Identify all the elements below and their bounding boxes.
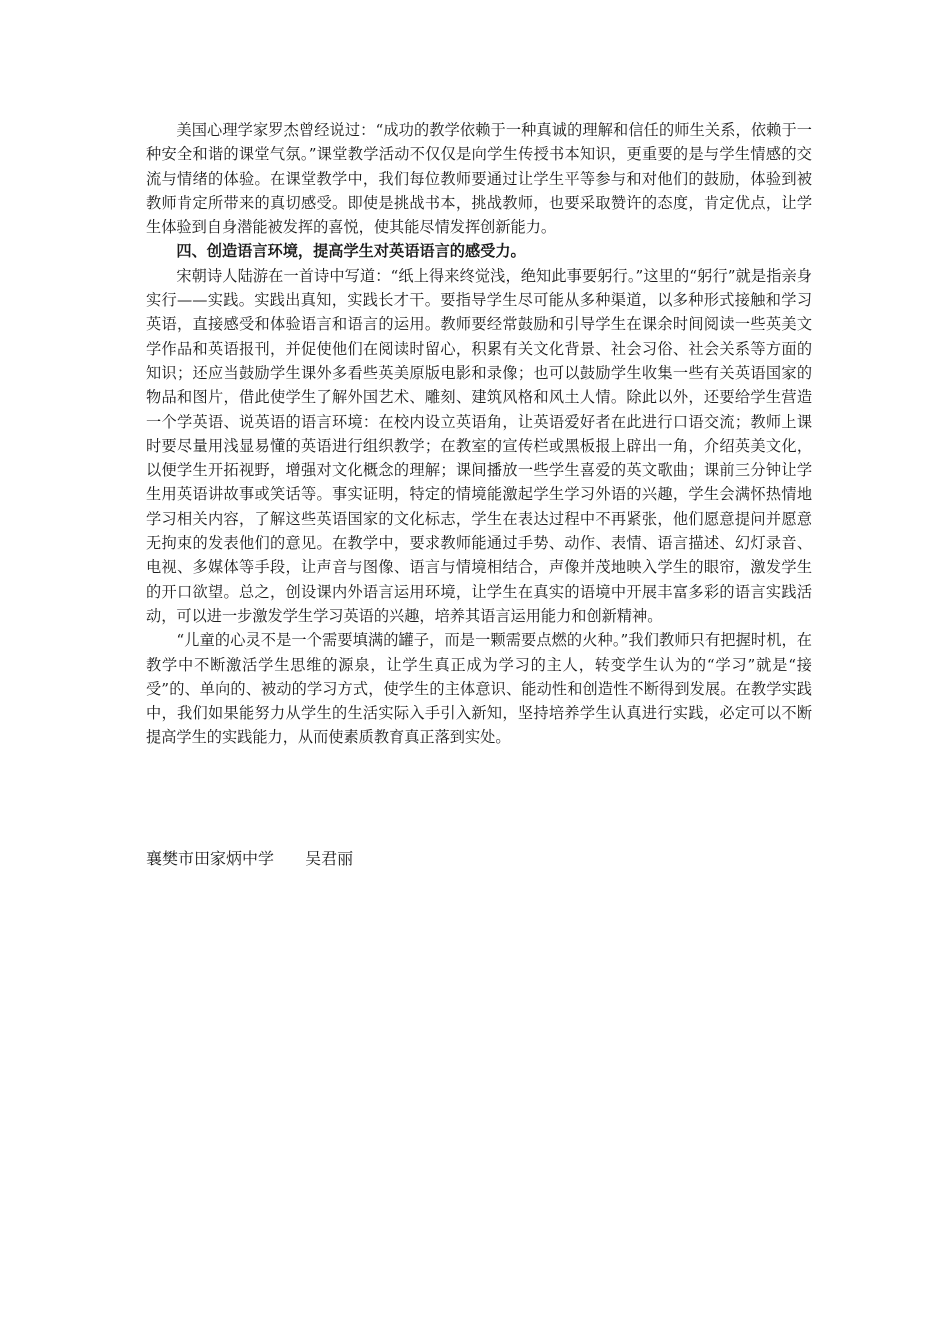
document-body xyxy=(146,118,812,750)
author-name: 吴君丽 xyxy=(305,849,354,868)
paragraph-language-environment: 宋朝诗人陆游在一首诗中写道：“纸上得来终觉浅，绝知此事要躬行。”这里的“躬行”就是指亲身实行——实践。实践出真知，实践长才干。要指导学生尽可能从多种渠道，以多种形式接触和学习英语，直接感受和体验语言和语言的运用。教师要经常鼓励和引导学生在课余时间阅读一些英美文学作品和英语报刊，并促使他们在阅读时留心，积累有关文化背景、社会习俗、社会关系等方面的知识；还应当鼓励学生课外多看些英美原版电影和录像；也可以鼓励学生收集一些有关英语国家的物品和图片，借此使学生了解外国艺术、雕刻、建筑风格和风土人情。除此以外，还要给学生营造一个学英语、说英语的语言环境：在校内设立英语角，让英语爱好者在此进行口语交流；教师上课时要尽量用浅显易懂的英语进行组织教学；在教室的宣传栏或黑板报上辟出一角，介绍英美文化，以便学生开拓视野，增强对文化概念的理解；课间播放一些学生喜爱的英文歌曲；课前三分钟让学生用英语讲故事或笑话等。事实证明，特定的情境能激起学生学习外语的兴趣，学生会满怀热情地学习相关内容，了解这些英语国家的文化标志，学生在表达过程中不再紧张，他们愿意提问并愿意无拘束的发表他们的意见。在教学中，要求教师能通过手势、动作、表情、语言描述、幻灯录音、电视、多媒体等手段，让声音与图像、语言与情境相结合，声像并茂地映入学生的眼帘，激发学生的开口欲望。总之，创设课内外语言运用环境，让学生在真实的语境中开展丰富多彩的语言实践活动，可以进一步激发学生学习英语的兴趣，培养其语言运用能力和创新精神。 xyxy=(146,266,812,625)
paragraph-conclusion: “儿童的心灵不是一个需要填满的罐子，而是一颗需要点燃的火种。”我们教师只有把握时机，在教学中不断激活学生思维的源泉，让学生真正成为学习的主人，转变学生认为的“学习”就是“接受”的、单向的、被动的学习方式，使学生的主体意识、能动性和创造性不断得到发展。在教学实践中，我们如果能努力从学生的生活实际入手引入新知，坚持培养学生认真进行实践，必定可以不断提高学生的实践能力，从而使素质教育真正落到实处。 xyxy=(146,631,812,747)
section-heading-language-environment: 四、创造语言环境，提高学生对英语语言的感受力。 xyxy=(176,242,526,261)
paragraph-teacher-student-relationship: 美国心理学家罗杰曾经说过：“成功的教学依赖于一种真诚的理解和信任的师生关系，依赖于一种安全和谐的课堂气氛。”课堂教学活动不仅仅是向学生传授书本知识，更重要的是与学生情感的交流与情绪的体验。在课堂教学中，我们每位教师要通过让学生平等参与和对他们的鼓励，体验到被教师肯定所带来的真切感受。即使是挑战书本，挑战教师，也要采取赞许的态度，肯定优点，让学生体验到自身潜能被发挥的喜悦，使其能尽情发挥创新能力。 xyxy=(146,121,812,237)
signature xyxy=(146,848,353,870)
school-name: 襄樊市田家炳中学 xyxy=(146,849,275,868)
